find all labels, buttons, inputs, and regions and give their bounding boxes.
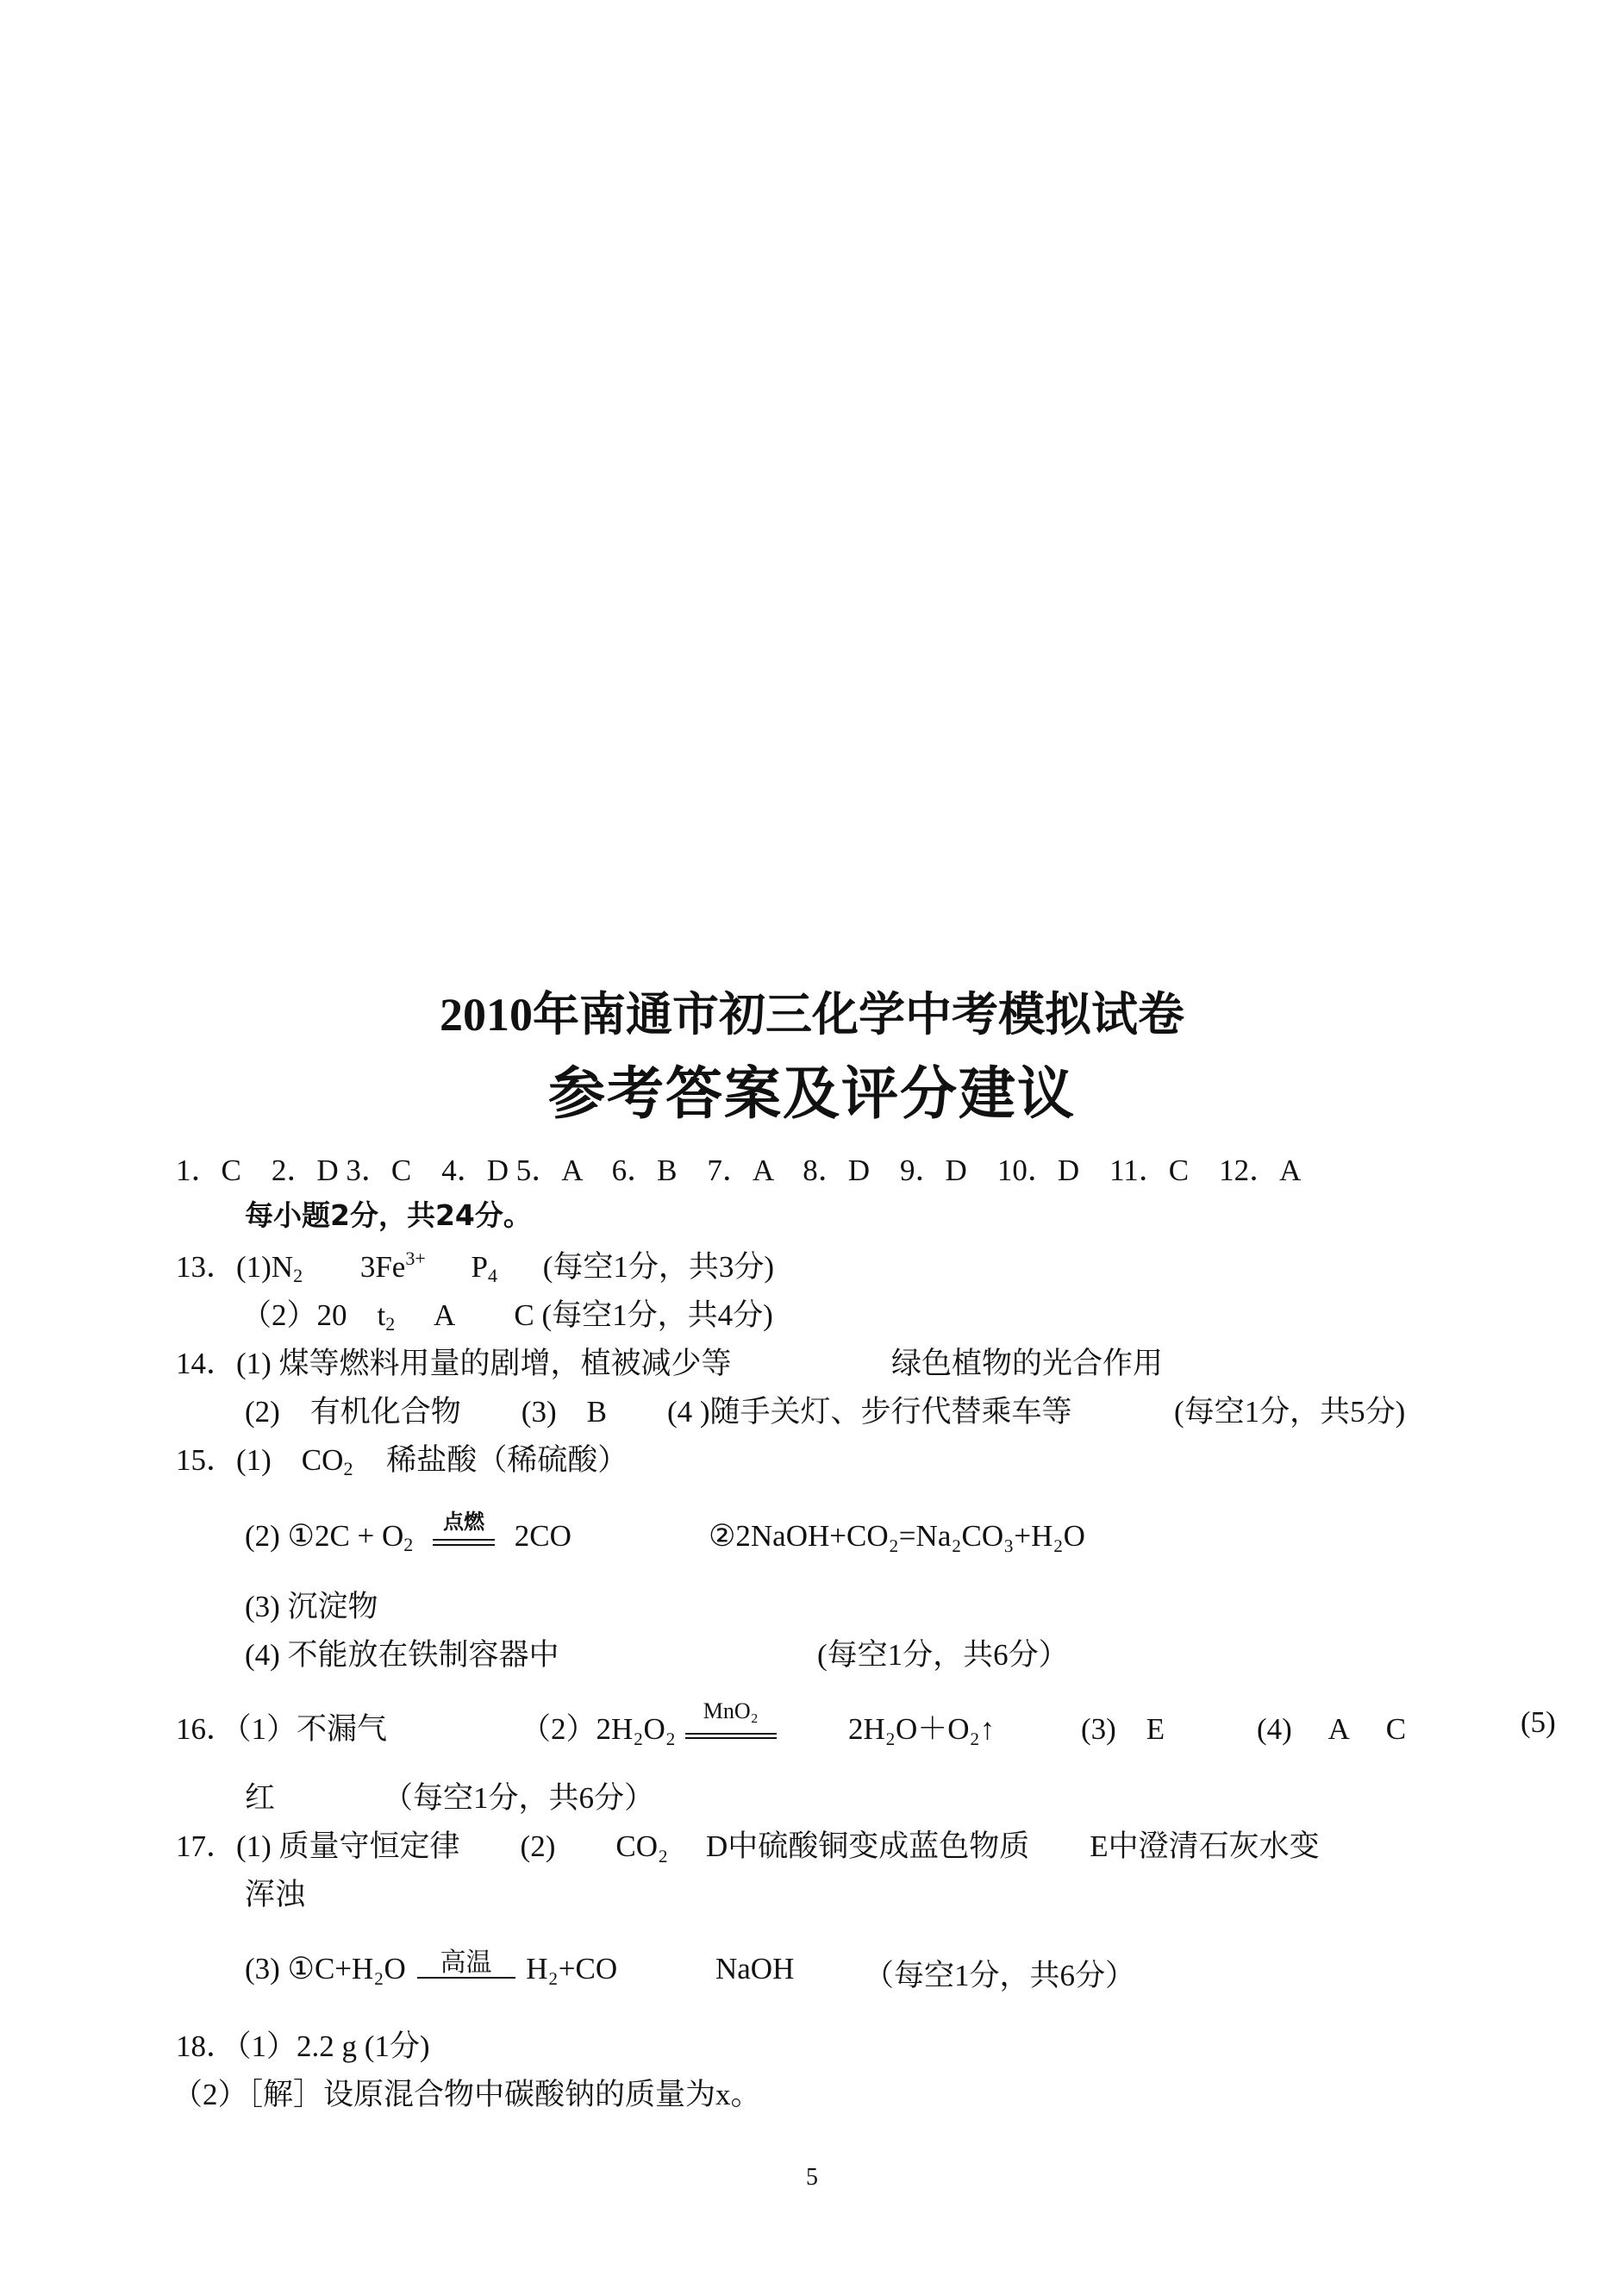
q14-part1: 14．(1) 煤等燃料用量的剧增，植被减少等 (176, 1347, 732, 1380)
catalyst-condition: MnO₂ (685, 1728, 777, 1739)
q13-p: P (471, 1250, 488, 1284)
q14-part1b: 绿色植物的光合作用 (891, 1347, 1164, 1380)
q14-score: (每空1分，共5分) (1174, 1395, 1406, 1429)
q15-part4: (4) 不能放在铁制容器中 (245, 1638, 559, 1672)
q14-part2: (2) 有机化合物 (3) B (4 )随手关灯、步行代替乘车等 (245, 1395, 1072, 1429)
q16-part2: （2）2H₂O₂ MnO₂ (521, 1705, 777, 1748)
q17-part1: 17．(1) 质量守恒定律 (2) CO₂ D中硫酸铜变成蓝色物质 E中澄清石灰水变 (176, 1829, 1320, 1863)
q17-part1b: 浑浊 (245, 1878, 306, 1911)
q16-part3: (3) E (1081, 1712, 1165, 1746)
exam-title: 2010年南通市初三化学中考模拟试卷 (440, 989, 1184, 1041)
q18-part2: （2）［解］设原混合物中碳酸钠的质量为x。 (172, 2078, 761, 2111)
q16-part5-answer: 红 (245, 1781, 276, 1815)
q13-score1: (每空1分，共3分) (542, 1250, 775, 1284)
q17-naoh: NaOH (715, 1952, 795, 1985)
q15-equation2: ②2NaOH+CO₂=Na₂CO₃+H₂O (709, 1519, 1085, 1553)
q1-12-answers: 1．C 2．D 3．C 4．D 5．A 6．B 7．A 8．D 9．D 10．D 11．C 12．A (176, 1154, 1302, 1187)
q16-product: 2H₂O＋O₂↑ (848, 1712, 996, 1746)
q16-part4: (4) A C (1257, 1712, 1407, 1746)
q13-part2: （2）20 $t_2$ A C (每空1分，共4分) (241, 1298, 773, 1335)
q17-score: （每空1分，共6分） (864, 1959, 1136, 1992)
q15-part3: (3) 沉淀物 (245, 1590, 378, 1623)
page-number: 5 (806, 2164, 818, 2191)
q15-score: (每空1分，共6分） (817, 1638, 1069, 1672)
q16-part5: (5) (1521, 1705, 1556, 1739)
q15-part1: 15．(1) $CO_2$ 稀盐酸（稀硫酸） (176, 1443, 628, 1479)
reaction-condition: 点燃 (433, 1534, 495, 1546)
q1-12-score: 每小题2分，共24分。 (245, 1198, 532, 1232)
q17-part3: (3) ①C+H₂O 高温 H₂+CO (245, 1948, 618, 1985)
q13-fe: 3Fe (359, 1250, 406, 1284)
q15-equation1: (2) ①2C + $O_2$ 点燃 2CO (245, 1510, 572, 1555)
q16-score: （每空1分，共6分） (383, 1781, 655, 1815)
q16-part1: 16．（1）不漏气 (176, 1712, 388, 1746)
q13-n2: 13．(1)N (176, 1250, 294, 1284)
q18-part1: 18．（1）2.2 g (1分) (176, 2029, 430, 2063)
q13-part1: 13．$(1)N_2$ $3Fe^{3+}$ $P_4$ (每空1分，共3分) (176, 1248, 775, 1286)
heat-condition: 高温 (417, 1972, 515, 1979)
answer-key-title: 参考答案及评分建议 (548, 1063, 1076, 1126)
q13-score2: (每空1分，共4分) (541, 1298, 773, 1332)
